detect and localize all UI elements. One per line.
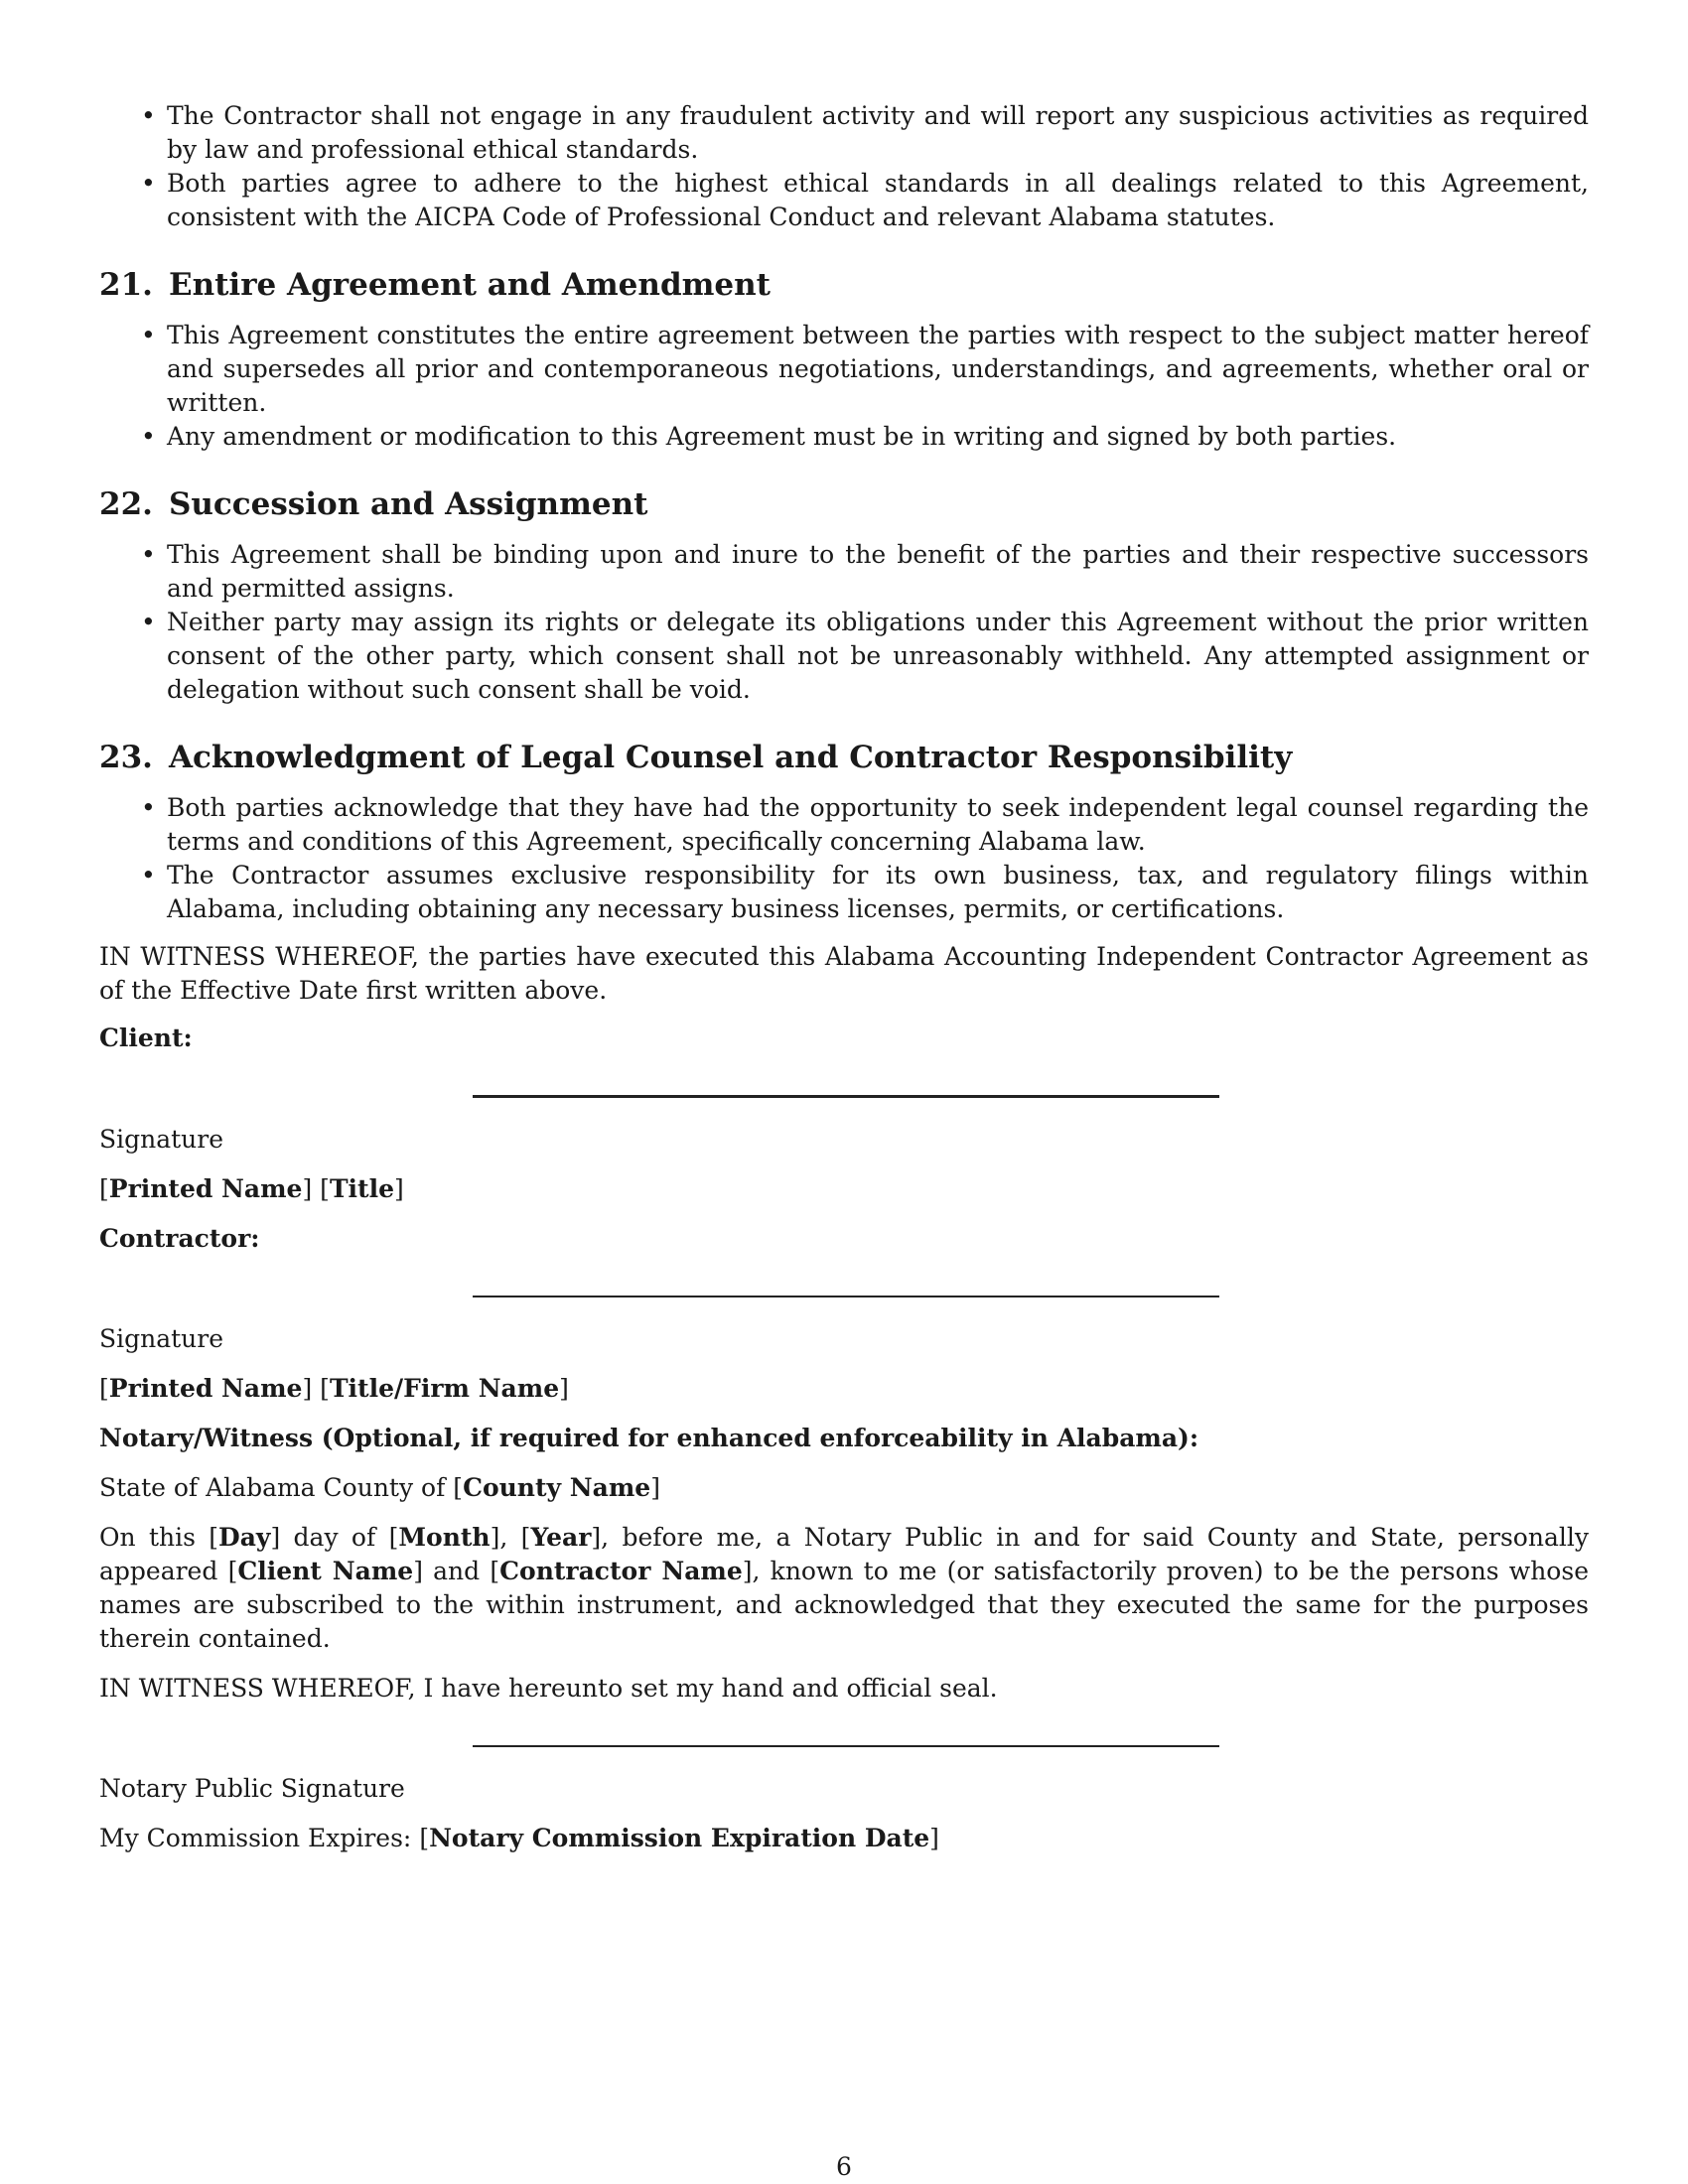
title-placeholder: Title [329,1174,394,1203]
county-placeholder: County Name [463,1473,651,1502]
section-20-bullets [99,99,1589,234]
client-signature-line[interactable] [473,1095,1219,1098]
ack-text: , before me, a Notary Public in and for said County and State, personally appeared [99,1523,1589,1585]
month-placeholder: Month [398,1523,491,1552]
printed-name-placeholder: Printed Name [108,1374,303,1403]
title-placeholder: Title/Firm Name [329,1374,560,1403]
notary-signature-line[interactable] [473,1745,1219,1747]
day-placeholder: Day [218,1523,271,1552]
bullet-item: • This Agreement constitutes the entire agreement between the parties with respect to the subject matter hereof and supersedes all prior and contemporaneous negotiations, understandings, and agreements, whether oral or written. [99,319,1589,420]
section-21-bullets [99,319,1589,454]
section-title: Entire Agreement and Amendment [168,267,771,303]
bullet-item: • The Contractor shall not engage in any fraudulent activity and will report any suspicious activities as required by law and professional ethical standards. [99,99,1589,167]
bullet-item: • Any amendment or modification to this Agreement must be in writing and signed by both parties. [99,420,1589,454]
ack-text: day of [280,1523,389,1552]
notary-signature-label: Notary Public Signature [99,1774,405,1803]
contractor-label: Contractor: [99,1224,260,1253]
contractor-signature-line[interactable] [473,1296,1219,1297]
ack-text: , [499,1523,521,1552]
bullet-item: • The Contractor assumes exclusive responsibility for its own business, tax, and regulatory filings within Alabama, including obtaining any necessary business licenses, permits, or certifications. [99,859,1589,926]
notary-venue: State of Alabama County of [County Name] [99,1473,660,1502]
section-22-heading [99,484,1589,524]
client-name-title: [Printed Name] [Title] [99,1174,404,1203]
client-name-placeholder: Client Name [237,1557,414,1585]
commission-expiration: My Commission Expires: [Notary Commission Expiration Date] [99,1824,939,1852]
year-placeholder: Year [530,1523,592,1552]
notary-acknowledgment: On this [Day] day of [Month], [Year], before me, a Notary Public in and for said County and State, personally appeared [Client Name] and [Contractor Name], known to me (or satisfactorily proven) to be the persons whose names are subscribed to the within instrument, and acknowledged that they executed the same for the purposes therein contained. [99,1523,1589,1653]
section-23-bullets [99,791,1589,926]
commission-date-placeholder: Notary Commission Expiration Date [429,1824,930,1852]
contractor-name-placeholder: Contractor Name [499,1557,743,1585]
notary-heading: Notary/Witness (Optional, if required for enhanced enforceability in Alabama): [99,1424,1199,1452]
contractor-signature-label: Signature [99,1324,224,1353]
client-signature-label: Signature [99,1125,224,1154]
ack-text: , known to me (or satisfactorily proven) to be the persons whose names are subscribed to the within instrument, and acknowledged that they executed the same for the purposes therein contained. [99,1557,1589,1653]
section-number: 21. [99,267,153,303]
commission-text: My Commission Expires: [99,1824,420,1852]
client-label: Client: [99,1024,193,1052]
page-number: 6 [836,2152,852,2181]
printed-name-placeholder: Printed Name [108,1174,303,1203]
section-title: Succession and Assignment [168,486,648,522]
bullet-item: • Both parties agree to adhere to the highest ethical standards in all dealings related to this Agreement, consistent with the AICPA Code of Professional Conduct and relevant Alabama statutes. [99,167,1589,234]
contractor-name-title: [Printed Name] [Title/Firm Name] [99,1374,569,1403]
bullet-item: • This Agreement shall be binding upon and inure to the benefit of the parties and their respective successors and permitted assigns. [99,538,1589,606]
document-page [99,99,1589,1855]
venue-text: State of Alabama County of [99,1473,454,1502]
section-21-heading [99,265,1589,305]
section-22-bullets [99,538,1589,707]
ack-text: On this [99,1523,210,1552]
section-title: Acknowledgment of Legal Counsel and Contractor Responsibility [168,740,1293,775]
witness-statement: IN WITNESS WHEREOF, the parties have executed this Alabama Accounting Independent Contractor Agreement as of the Effective Date first written above. [99,942,1589,1005]
ack-text: and [422,1557,491,1585]
section-number: 23. [99,740,153,775]
seal-statement: IN WITNESS WHEREOF, I have hereunto set my hand and official seal. [99,1674,998,1703]
section-23-heading [99,738,1589,777]
bullet-item: • Both parties acknowledge that they have had the opportunity to seek independent legal counsel regarding the terms and conditions of this Agreement, specifically concerning Alabama law. [99,791,1589,859]
bullet-item: • Neither party may assign its rights or delegate its obligations under this Agreement without the prior written consent of the other party, which consent shall not be unreasonably withheld. Any attempted assignment or delegation without such consent shall be void. [99,606,1589,707]
section-number: 22. [99,486,153,522]
